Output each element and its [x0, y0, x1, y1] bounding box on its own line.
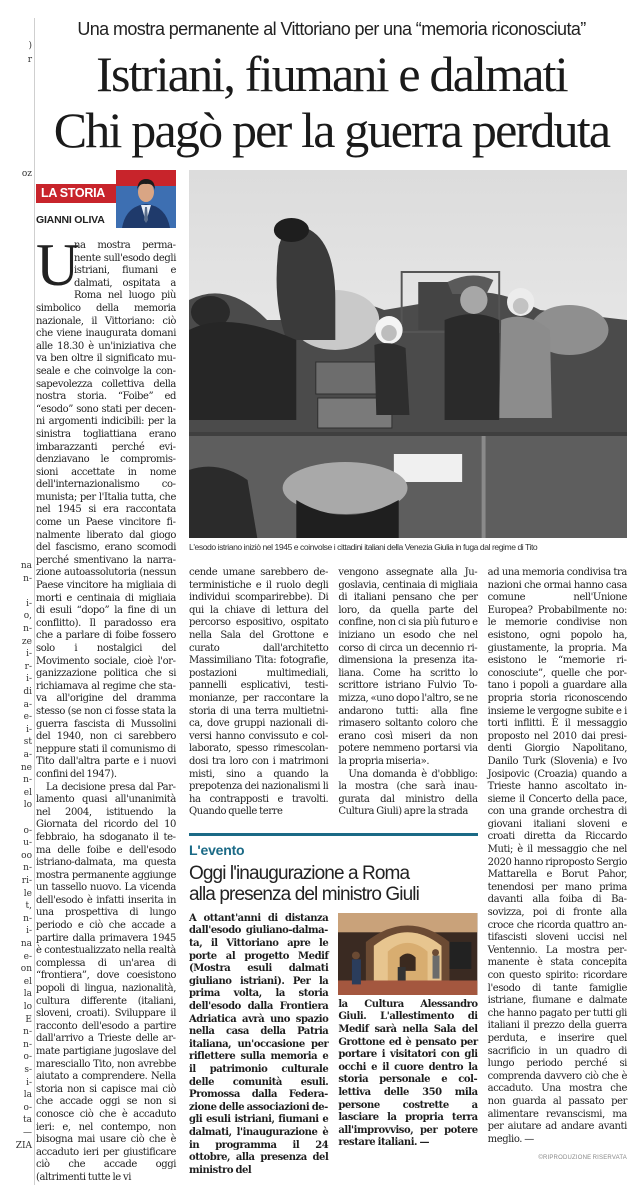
article-layout: [36, 170, 627, 1185]
photo-caption: L'esodo istriano iniziò nel 1945 e coinvolse i cittadini italiani della Venezia Giulia in fuga dal regime di Tito: [189, 542, 538, 552]
article-paragraph: na mostra permanente sull'esodo degli istriani, fiumani e dalmati, ospitata a Roma nel luogo più simbolico della memoria nazionale, il Vittoriano: ciò che viene inaugurata domani alle 18.30 è un'iniziativa che va ben oltre il significato museale e che coinvolge la consapevolezza collettiva della nostra storia. “Foibe” ed “esodo” sono stati per decenni argomenti indicibili: per la sinistra togliattiana erano imbarazzanti perché evidenziavano le compromissioni accettate in nome dell'internazionalismo comunista; per l'Italia tutta, che nel 1945 si era raccontata come un Paese vincitore finalmente liberato dal giogo del fascismo, erano scomodi perché smentivano la narrazione autoassolutoria (nessun Paese vincitore ha migliaia di morti e centinaia di migliaia di esuli “dopo” la fine di un conflitto). Il paradosso era che a parlare di foibe fossero solo i nostalgici del Movimento sociale, cioè l'organizzazione politica che si richiamava al regime che stava all'origine del dramma stesso (se non ci fosse stata la guerra fascista di Mussolini del 1940, non ci sarebbero neppure stati il comunismo di Tito dall'altra parte e i nuovi confini del 1947).: [36, 240, 176, 780]
edge-fragment: o-: [23, 1102, 32, 1113]
event-column-1: [189, 913, 328, 1177]
edge-fragment: i-: [26, 649, 32, 660]
edge-fragment: o-: [23, 1052, 32, 1063]
edge-fragment: i-: [26, 926, 32, 937]
event-paragraph: A ottant'anni di distanza dall'esodo giuliano-dalmata, il Vittoriano apre le porte al progetto Medif (Mostra esuli dalmati giuliano istriani). Per la prima volta, la storia dell'esodo dalla Frontiera Adriatica avrà uno spazio nella casa della Patria italiana, un'occasione per riflettere sulla memoria e il patrimonio culturale delle comunità esuli. Promossa dalla Federazione delle associazioni degli esuli istriani, fiumani e dalmati, l'inaugurazione è in programma il 24 ottobre, alla presenza del ministro del: [189, 912, 329, 1176]
edge-fragment: on: [20, 964, 32, 975]
edge-fragment: a-: [23, 750, 32, 760]
edge-fragment: oo: [21, 850, 32, 861]
headline-line-1: Istriani, fiumani e dalmati: [96, 46, 567, 102]
article-paragraph: ad una memoria condivisa tra nazioni che ormai hanno casa comune nell'Unione Europea? Probabilmente no: le memorie condivise non esistono, ogni popolo ha, giustamente, la propria. Ma esistono le “memorie riconosciute”, quelle che portano i popoli a guardare alla propria storia riconoscendo insieme le vergogne subite e i torti inflitti. È il messaggio proposto nel 2010 dai presidenti Giorgio Napolitano, Danilo Turk (Slovenia) e Ivo Josipovic (Croazia) quando a Trieste hanno ascoltato insieme il Concerto della pace, con una grande orchestra di giovani italiani sloveni e croati diretta da Riccardo Muti; è il messaggio che nel 2020 hanno riproposto Sergio Mattarella e Borut Pahor, tenendosi per mano prima davanti alla foiba di Basovizza, poi di fronte alla croce che ricorda quattro antifascisti sloveni uccisi nel Ventennio. La mostra permanente è stata concepita con questo spirito: ricordare l'esodo di tante famiglie istriane, fiumane e dalmate che hanno pagato per tutti gli italiani il prezzo della guerra perduta, e inserire quel sacrificio in un quadro di lungo periodo perché si comprenda davvero ciò che è accaduto. Una mostra che non guarda al passato per alimentare revanscismi, ma per aiutare ad andare avanti meglio. —: [487, 567, 627, 1145]
kicker: Una mostra permanente al Vittoriano per una “memoria riconosciuta”: [77, 19, 586, 39]
edge-fragment: st: [23, 737, 32, 748]
right-area: [189, 170, 627, 1185]
edge-fragment: n-: [23, 775, 32, 786]
edge-fragment: o-: [23, 825, 32, 836]
byline-block: [36, 170, 176, 230]
edge-fragment: n-: [23, 624, 32, 634]
section-label: LA STORIA: [36, 184, 176, 203]
column-divider: [34, 18, 35, 1185]
edge-fragment: di: [23, 687, 32, 697]
author-byline: GIANNI OLIVA: [36, 214, 105, 226]
event-box-rule: [189, 833, 478, 836]
article-column-2: [189, 567, 328, 819]
edge-fragment: i-: [26, 1077, 32, 1088]
lower-columns: [189, 567, 627, 1177]
edge-fragment: n-: [23, 913, 32, 924]
edge-fragment: ze: [21, 636, 32, 647]
event-title-line-1: Oggi l'inaugurazione a Roma: [189, 862, 410, 884]
edge-fragment: E: [25, 1014, 32, 1025]
article-column-1: [36, 232, 176, 1185]
edge-fragment: la: [23, 989, 32, 1000]
edge-fragment: n-: [23, 1039, 32, 1050]
edge-fragment: na: [20, 561, 32, 571]
article-paragraph: vengono assegnate alla Jugoslavia, centinaia di migliaia di italiani pensano che per loro, da quella parte del confine, non ci sia più futuro e iniziano un esodo che nel corso di circa un decennio ridimensiona la presenza italiana. Come ha scritto lo scrittore istriano Fulvio Tomizza, «uno dopo l'altro, se ne andarono tutti: alla fine rimasero soltanto coloro che erano così miseri da non potere nemmeno portarsi via la propria miseria».: [338, 567, 478, 767]
edge-fragment: i-: [26, 598, 32, 609]
edge-fragment: a-: [23, 699, 32, 710]
exodus-photo: [189, 170, 627, 538]
edge-fragment: ne: [20, 762, 32, 773]
edge-fragment: u-: [23, 838, 32, 849]
edge-fragment: i-: [26, 724, 32, 735]
event-title: [189, 863, 478, 905]
article-paragraph: cende umane sarebbero deterministiche e il ruolo degli individui scomparirebbe). Di qui la chiave di lettura del percorso espositivo, ospitato nella Sala del Grottone e curato dall'architetto Massimiliano Tita: fotografie, postazioni multimediali, pannelli esplicativi, testimonianze, per raccontare la storia di una terra multietnica, dove gruppi nazionali diversi hanno convissuto e collaborato, spesso rimescolandosi tra loro con i matrimoni misti, sino a quando la prepotenza dei nazionalismi li ha contrapposti e travolti. Quando quelle terre: [189, 567, 329, 818]
edge-fragment: —: [23, 1128, 32, 1138]
edge-fragment: o,: [23, 611, 32, 622]
article-column-3: [338, 567, 477, 819]
event-box: [189, 833, 478, 1177]
edge-fragment: n-: [23, 573, 32, 584]
edge-fragment: r: [27, 55, 32, 65]
event-paragraph: la Cultura Alessandro Giuli. L'allestimento di Medif sarà nella Sala del Grottone ed è pensato per portare i visitatori con gli occhi e il cuore dentro la storia personale e collettiva delle 350 mila persone costrette a lasciare la propria terra all'improvviso, per potere restare italiani. —: [338, 998, 478, 1149]
edge-fragment: s-: [24, 1065, 32, 1075]
headline-line-2: Chi pagò per la guerra perduta: [53, 102, 610, 158]
edge-fragment: ri-: [21, 876, 32, 886]
edge-fragment: ): [28, 41, 32, 51]
article-paragraph: Una domanda è d'obbligo: la mostra (che sarà inaugurata dal ministro della Cultura Giuli) apre la strada: [338, 768, 478, 818]
edge-fragment: la: [23, 1090, 32, 1101]
edge-fragment: e-: [23, 712, 32, 723]
edge-fragment: lo: [23, 1002, 32, 1012]
drop-cap: U: [36, 232, 79, 298]
edge-fragment: n-: [23, 1027, 32, 1038]
author-portrait-icon: [116, 170, 176, 228]
edge-fragment: t,: [25, 901, 32, 912]
edge-fragment: le: [23, 888, 32, 899]
event-title-line-2: alla presenza del ministro Giuli: [189, 883, 419, 905]
copyright-notice: ©RIPRODUZIONE RISERVATA: [538, 1155, 627, 1162]
adjacent-article-strip: [0, 18, 32, 1185]
article-paragraph: La decisione presa dal Parlamento quasi all'unanimità nel 2004, istituendo la Giornata del ricordo del 10 febbraio, ha sdoganato il tema delle foibe e dell'esodo istriano-dalmata, ma questa mostra permanente aggiunge un tassello nuovo. La vicenda dell'esodo è infatti inserita in una prospettiva di lungo periodo e ciò che accade a partire dalla primavera 1945 è contestualizzato nella realtà complessa di un'area di “frontiera”, dove coesistono popoli di lingua, nazionalità, cultura differente (italiani, sloveni, croati). Sviluppare il racconto dell'esodo a partire dall'arrivo a Trieste delle armate partigiane jugoslave del maresciallo Tito, non avrebbe aiutato a comprendere. Nella storia non si capisce mai ciò che accade oggi se non si conosce ciò che è accaduto ieri: e, nel contempo, non bisogna mai usare ciò che è accaduto ieri per giustificare ciò che accade oggi (altrimenti tutte le vi: [36, 781, 176, 1183]
edge-fragment: lo: [23, 800, 32, 811]
event-column-2: [338, 999, 477, 1150]
edge-fragment: ta: [23, 1115, 32, 1126]
edge-fragment: ZIA: [15, 1140, 32, 1151]
article-content: [36, 18, 639, 1185]
edge-fragment: oz: [21, 169, 32, 179]
left-column: [36, 170, 176, 1185]
edge-fragment: e-: [23, 951, 32, 962]
article-column-4: [488, 567, 627, 1177]
event-column-2-wrap: [338, 913, 477, 1177]
event-label: L'evento: [189, 841, 245, 858]
edge-fragment: na: [20, 939, 32, 949]
edge-fragment: i-: [26, 674, 32, 685]
event-columns: [189, 913, 478, 1177]
edge-fragment: el: [23, 787, 32, 798]
exhibition-rendering-image: [338, 913, 477, 995]
edge-fragment: n-: [23, 863, 32, 874]
edge-fragment: r-: [24, 661, 32, 672]
edge-fragment: el: [23, 976, 32, 987]
